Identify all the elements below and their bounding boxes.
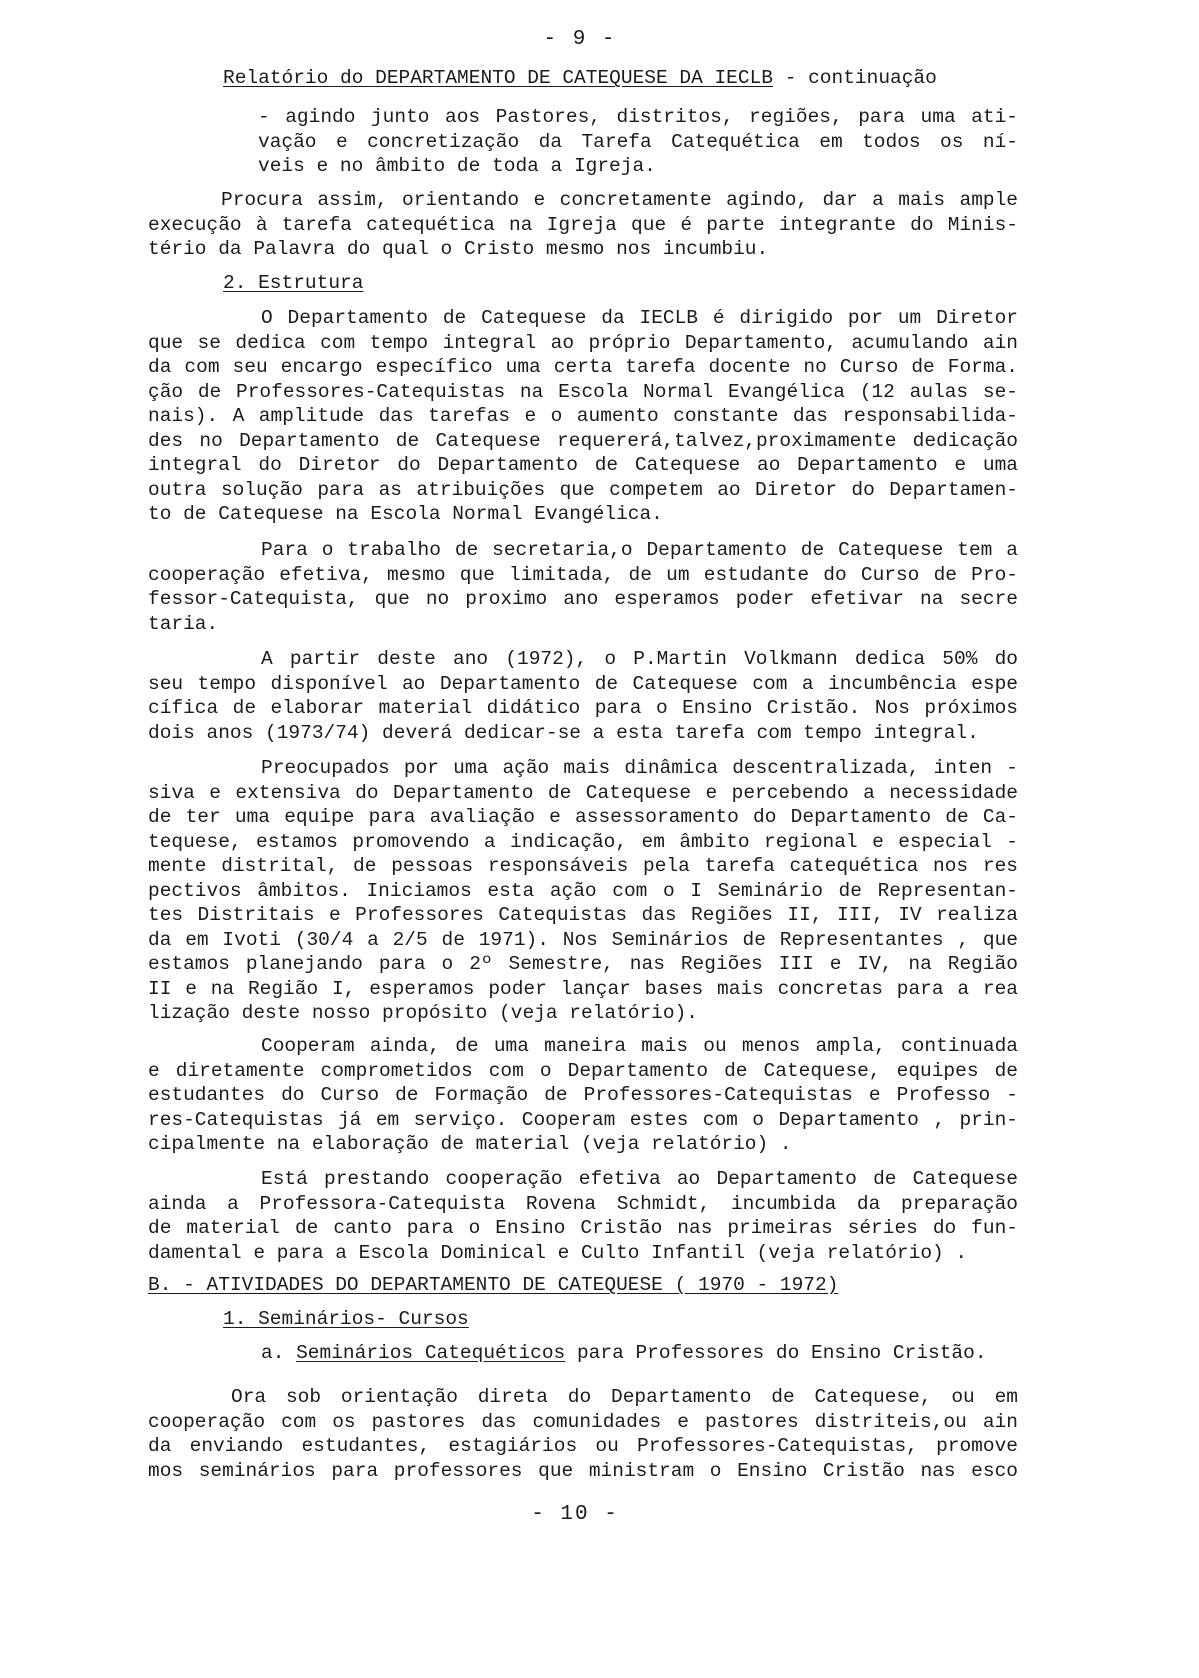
text-line: cooperação efetiva, mesmo que limitada, de um estudante do Curso de Pro- <box>148 563 1018 586</box>
page-number-top: - 9 - <box>543 28 617 51</box>
item-a-prefix: a. <box>261 1342 297 1364</box>
section-heading-b: B. - ATIVIDADES DO DEPARTAMENTO DE CATEQUESE ( 1970 - 1972) <box>148 1274 839 1296</box>
text-line: e diretamente comprometidos com o Departamento de Catequese, equipes de <box>148 1059 1018 1082</box>
intro-bullet <box>258 105 1018 179</box>
paragraph-ora <box>148 1385 1018 1483</box>
page-number-bottom: - 10 - <box>531 1503 619 1526</box>
text-line: estamos planejando para o 2º Semestre, nas Regiões III e IV, na Região <box>148 953 1018 975</box>
text-line: que se dedica com tempo integral ao próprio Departamento, acumulando ain <box>148 331 1018 354</box>
text-line: mos seminários para professores que ministram o Ensino Cristão nas esco <box>148 1459 1018 1482</box>
text-line: integral do Diretor do Departamento de Catequese ao Departamento e uma <box>148 454 1018 476</box>
text-line: des no Departamento de Catequese requererá,talvez,proximamente dedicação <box>148 429 1018 452</box>
text-line: A partir deste ano (1972), o P.Martin Volkmann dedica 50% do <box>261 648 1018 670</box>
text-line: veis e no âmbito de toda a Igreja. <box>258 155 656 177</box>
text-line: ainda a Professora-Catequista Rovena Schmidt, incumbida da preparação <box>148 1192 1018 1215</box>
text-line: da em Ivoti (30/4 a 2/5 de 1971). Nos Seminários de Representantes , que <box>148 928 1018 951</box>
document-header <box>223 67 937 89</box>
text-line: Ora sob orientação direta do Departamento de Catequese, ou em <box>231 1386 1018 1408</box>
text-line: Preocupados por uma ação mais dinâmica descentralizada, inten - <box>261 757 1018 779</box>
text-line: Procura assim, orientando e concretamente agindo, dar a mais ample <box>221 189 1018 211</box>
text-line: de material de canto para o Ensino Cristão nas primeiras séries do fun- <box>148 1217 1018 1239</box>
text-line: tes Distritais e Professores Catequistas das Regiões II, III, IV realiza <box>148 904 1018 926</box>
section-heading-estrutura: 2. Estrutura <box>223 272 364 294</box>
paragraph-cooperam <box>148 1034 1018 1157</box>
text-line: - agindo junto aos Pastores, distritos, regiões, para uma ati- <box>258 106 1018 128</box>
paragraph-secretaria <box>148 538 1018 636</box>
text-line: Para o trabalho de secretaria,o Departamento de Catequese tem a <box>261 539 1018 561</box>
text-line: da enviando estudantes, estagiários ou Professores-Catequistas, promove <box>148 1435 1018 1457</box>
text-line: execução à tarefa catequética na Igreja que é parte integrante do Minis- <box>148 213 1018 236</box>
paragraph-procura <box>148 188 1018 262</box>
text-line: ção de Professores-Catequistas na Escola Normal Evangélica (12 aulas se- <box>148 380 1018 403</box>
text-line: II e na Região I, esperamos poder lançar bases mais concretas para a rea <box>148 977 1018 1000</box>
text-line: cipalmente na elaboração de material (veja relatório) . <box>148 1133 792 1155</box>
text-line: dois anos (1973/74) deverá dedicar-se a esta tarefa com tempo integral. <box>148 721 979 744</box>
text-line: estudantes do Curso de Formação de Professores-Catequistas e Professo - <box>148 1084 1018 1106</box>
paragraph-volkmann <box>148 647 1018 745</box>
item-a-heading <box>261 1342 987 1364</box>
text-line: res-Catequistas já em serviço. Cooperam estes com o Departamento , prin- <box>148 1108 1018 1131</box>
text-line: vação e concretização da Tarefa Catequética em todos os ní- <box>258 130 1018 153</box>
text-line: nais). A amplitude das tarefas e o aumento constante das responsabilida- <box>148 405 1018 427</box>
text-line: cífica de elaborar material didático para o Ensino Cristão. Nos próximos <box>148 697 1018 719</box>
subsection-heading-seminarios: 1. Seminários- Cursos <box>223 1308 469 1330</box>
text-line: siva e extensiva do Departamento de Catequese e percebendo a necessidade <box>148 781 1018 804</box>
paragraph-preocupados <box>148 756 1018 1026</box>
text-line: Está prestando cooperação efetiva ao Departamento de Catequese <box>261 1168 1018 1190</box>
text-line: cooperação com os pastores das comunidades e pastores distriteis,ou ain <box>148 1410 1018 1433</box>
text-line: da com seu encargo específico uma certa tarefa docente no Curso de Forma. <box>148 356 1018 378</box>
paragraph-diretor <box>148 306 1018 527</box>
text-line: mente distrital, de pessoas responsáveis pela tarefa catequética nos res <box>148 855 1018 877</box>
text-line: lização deste nosso propósito (veja relatório). <box>148 1002 698 1024</box>
text-line: to de Catequese na Escola Normal Evangélica. <box>148 503 663 525</box>
item-a-title: Seminários Catequéticos <box>296 1342 566 1364</box>
header-title: Relatório do DEPARTAMENTO DE CATEQUESE DA IECLB <box>223 67 773 89</box>
text-line: Cooperam ainda, de uma maneira mais ou menos ampla, continuada <box>261 1035 1018 1057</box>
text-line: damental e para a Escola Dominical e Culto Infantil (veja relatório) . <box>148 1241 968 1264</box>
text-line: O Departamento de Catequese da IECLB é dirigido por um Diretor <box>261 307 1018 329</box>
text-line: pectivos âmbitos. Iniciamos esta ação com o I Seminário de Representan- <box>148 879 1018 902</box>
text-line: fessor-Catequista, que no proximo ano esperamos poder efetivar na secre <box>148 588 1018 610</box>
paragraph-schmidt <box>148 1167 1018 1265</box>
text-line: tequese, estamos promovendo a indicação, em âmbito regional e especial - <box>148 830 1018 853</box>
text-line: seu tempo disponível ao Departamento de Catequese com a incumbência espe <box>148 672 1018 695</box>
text-line: taria. <box>148 612 219 635</box>
text-line: outra solução para as atribuições que competem ao Diretor do Departamen- <box>148 478 1018 501</box>
text-line: de ter uma equipe para avaliação e assessoramento do Departamento de Ca- <box>148 806 1018 828</box>
header-continuation: - continuação <box>773 67 937 89</box>
item-a-rest: para Professores do Ensino Cristão. <box>565 1342 987 1364</box>
text-line: tério da Palavra do qual o Cristo mesmo nos incumbiu. <box>148 238 769 260</box>
